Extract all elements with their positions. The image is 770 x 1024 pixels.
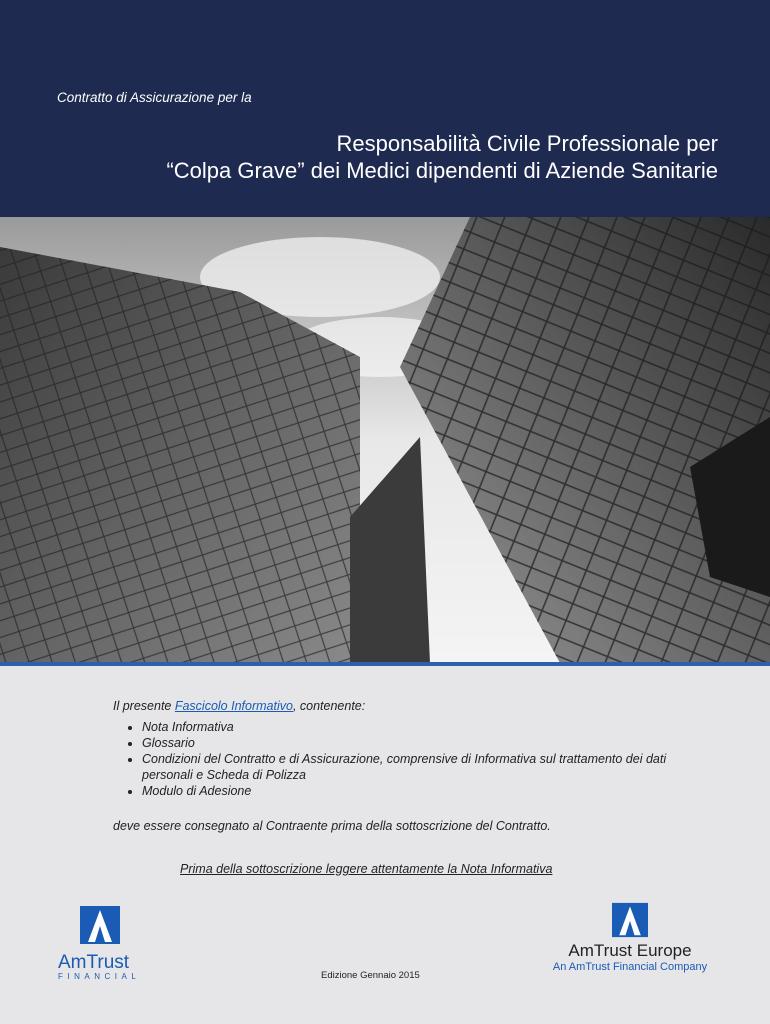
document-title [166,130,718,184]
fascicolo-informativo-link[interactable]: Fascicolo Informativo [174,699,293,713]
list-item: • Glossario [142,735,673,751]
amtrust-a-logo-icon [612,902,648,938]
amtrust-a-logo-icon [80,906,120,944]
list-item: • Nota Informativa [142,719,673,735]
logo-left-name: AmTrust [58,952,130,973]
title-line-2: “Colpa Grave” dei Medici dipendenti di Aziende Sanitarie [166,158,718,183]
cover-header [0,0,770,217]
logo-left-sub: FINANCIAL [58,972,141,981]
closing-text: deve essere consegnato al Contraente prima della sottoscrizione del Contratto. [113,819,551,833]
logo-right-sub: An AmTrust Financial Company [552,961,708,973]
intro-prefix: Il presente [113,699,175,713]
amtrust-financial-logo [58,906,148,981]
document-list [113,719,673,799]
intro-text [113,699,673,713]
logo-right-name: AmTrust Europe [568,941,692,960]
skyscrapers-photo [0,217,770,663]
edition-date: Edizione Gennaio 2015 [321,970,420,981]
list-item: • Condizioni del Contratto e di Assicurazione, comprensive di Informativa sul trattamento dei dati personali e Scheda di Polizza [142,751,673,783]
title-line-1: Responsabilità Civile Professionale per [336,131,718,156]
contract-subtitle: Contratto di Assicurazione per la [57,90,252,105]
intro-suffix: , contenente: [292,699,366,713]
amtrust-europe-logo [540,902,720,973]
accent-bar [0,662,770,666]
list-item: • Modulo di Adesione [142,783,673,799]
read-notice: Prima della sottoscrizione leggere attentamente la Nota Informativa [180,862,553,876]
dossier-contents [113,699,673,833]
